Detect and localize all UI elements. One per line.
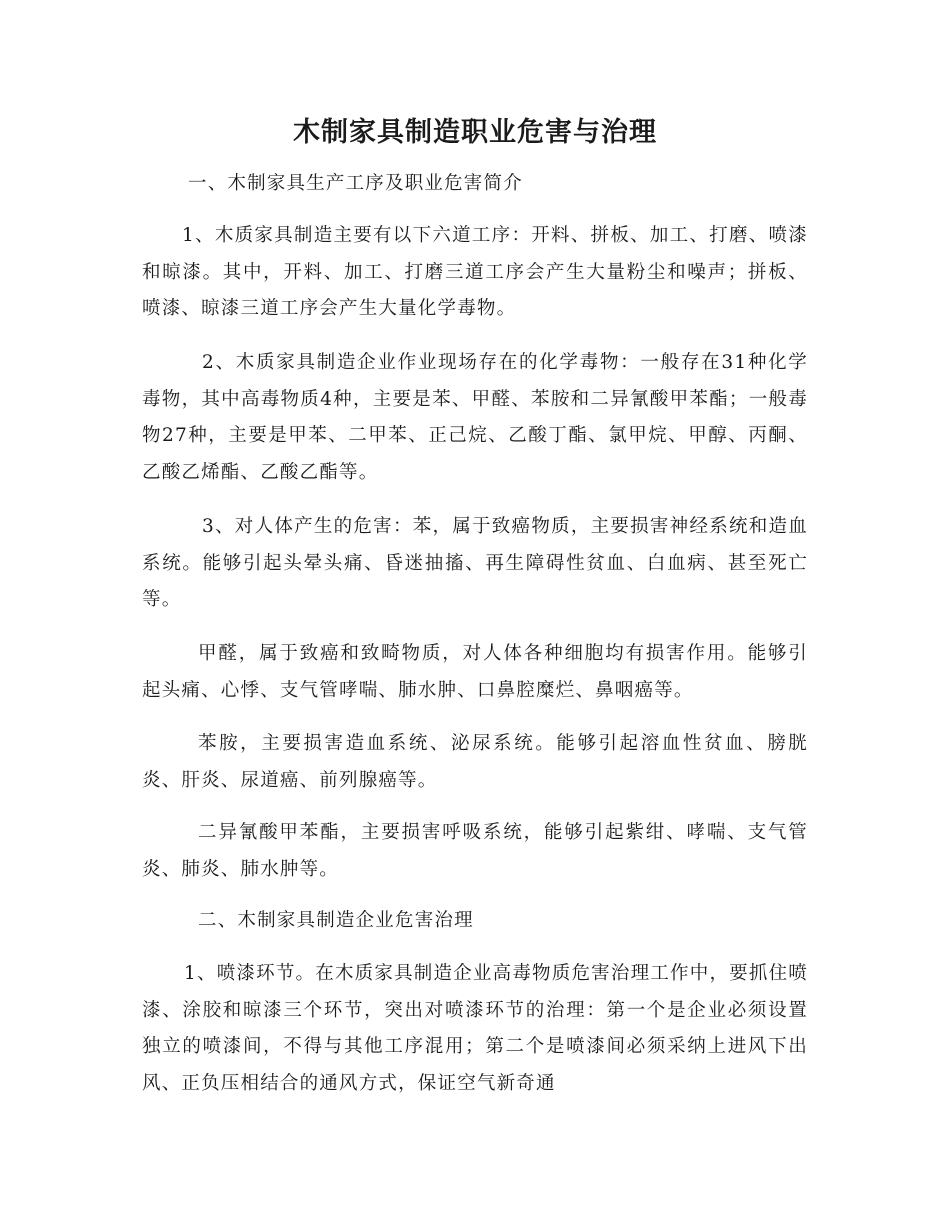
section-heading-2: 二、木制家具制造企业危害治理 <box>198 910 474 931</box>
paragraph-tdi-hazard: 二异氰酸甲苯酯，主要损害呼吸系统，能够引起紫绀、哮喘、支气管炎、肺炎、肺水肿等。 <box>142 822 808 880</box>
section-heading-1: 一、木制家具生产工序及职业危害简介 <box>188 173 523 194</box>
paragraph-benzene-hazard: 3、对人体产生的危害：苯，属于致癌物质，主要损害神经系统和造血系统。能够引起头晕头痛、昏迷抽搐、再生障碍性贫血、白血病、甚至死亡等。 <box>142 516 808 610</box>
paragraph-processes: 1、木质家具制造主要有以下六道工序：开料、拼板、加工、打磨、喷漆和晾漆。其中，开料、加工、打磨三道工序会产生大量粉尘和噪声；拼板、喷漆、晾漆三道工序会产生大量化学毒物。 <box>142 225 808 319</box>
paragraph-chemicals: 2、木质家具制造企业作业现场存在的化学毒物：一般存在31种化学毒物，其中高毒物质4种，主要是苯、甲醛、苯胺和二异氰酸甲苯酯；一般毒物27种，主要是甲苯、二甲苯、正己烷、乙酸丁酯、氯甲烷、甲醇、丙酮、乙酸乙烯酯、乙酸乙酯等。 <box>142 352 808 483</box>
paragraph-spray-painting: 1、喷漆环节。在木质家具制造企业高毒物质危害治理工作中，要抓住喷漆、涂胶和晾漆三个环节，突出对喷漆环节的治理：第一个是企业必须设置独立的喷漆间，不得与其他工序混用；第二个是喷漆间必须采纳上进风下出风、正负压相结合的通风方式，保证空气新奇通 <box>142 963 808 1094</box>
document-title: 木制家具制造职业危害与治理 <box>293 117 657 148</box>
paragraph-aniline-hazard: 苯胺，主要损害造血系统、泌尿系统。能够引起溶血性贫血、膀胱炎、肝炎、尿道癌、前列腺癌等。 <box>142 733 808 791</box>
paragraph-formaldehyde-hazard: 甲醛，属于致癌和致畸物质，对人体各种细胞均有损害作用。能够引起头痛、心悸、支气管哮喘、肺水肿、口鼻腔糜烂、鼻咽癌等。 <box>142 643 808 701</box>
